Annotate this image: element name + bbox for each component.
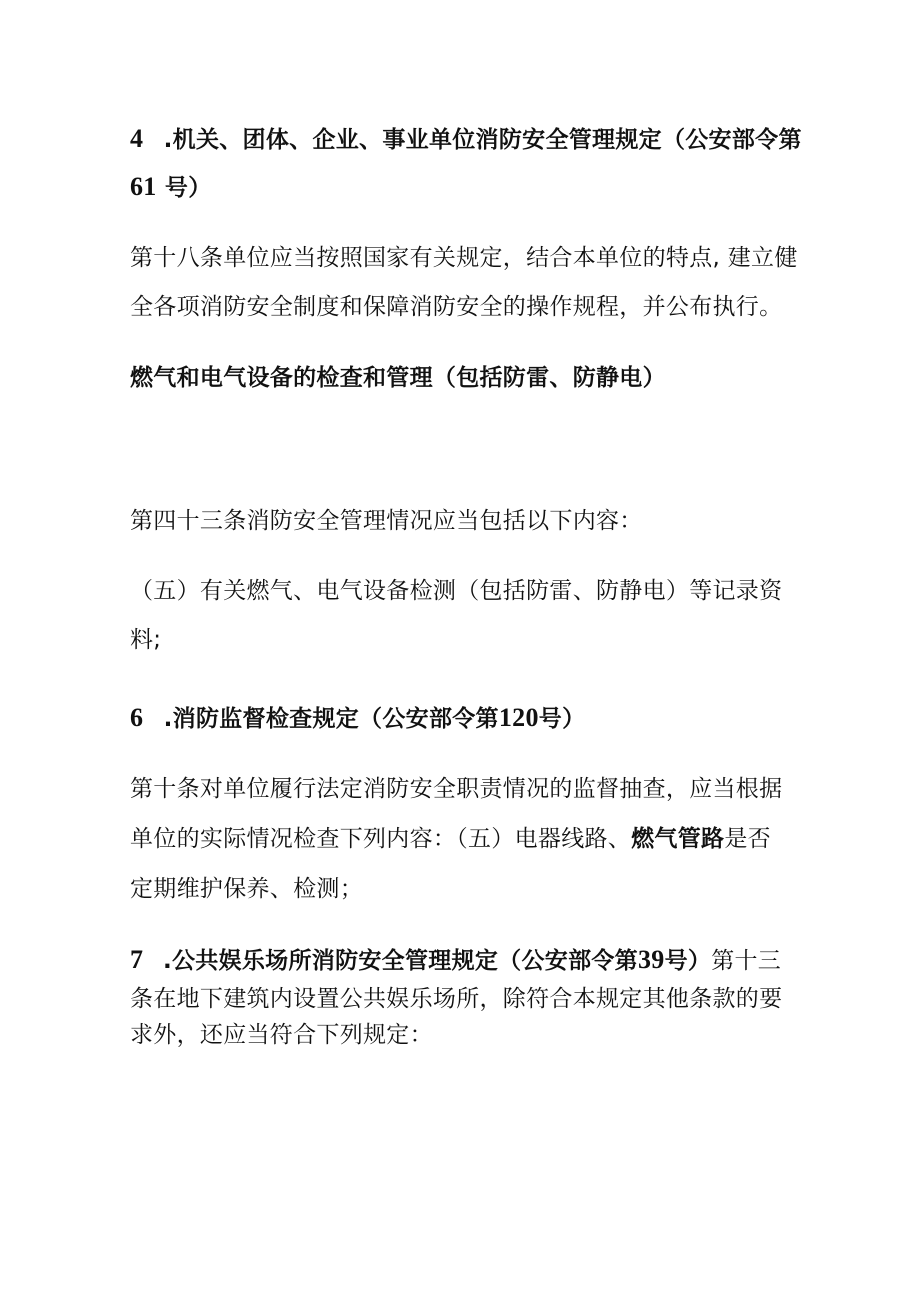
article-43-item5-line2: 料; [130, 627, 162, 653]
section-7-title-post: 号） [664, 948, 712, 974]
section-6-title-post: 号） [538, 706, 586, 732]
article-18-line1: 第十八条单位应当按照国家有关规定，结合本单位的特点, 建立健 [130, 245, 798, 271]
article-10-line2-post: 是否 [724, 826, 771, 852]
section-7-number: 7 [130, 945, 144, 974]
article-10-line2-pre: 单位的实际情况检查下列内容：（五）电器线路、 [130, 826, 632, 852]
section-7-order-number: 39 [637, 945, 665, 974]
section-7-line3: 求外，还应当符合下列规定： [130, 1022, 433, 1048]
article-10-line3: 定期维护保养、检测； [130, 876, 363, 902]
article-10-line1: 第十条对单位履行法定消防安全职责情况的监督抽查，应当根据 [130, 776, 783, 802]
article-43-item5-line1: （五）有关燃气、电气设备检测（包括防雷、防静电）等记录资 [130, 578, 783, 604]
article-18-line2: 全各项消防安全制度和保障消防安全的操作规程，并公布执行。 [130, 294, 783, 320]
section-7-article-13-start: 第十三 [711, 948, 782, 974]
section-7-title-pre: .公共娱乐场所消防安全管理规定（公安部令第 [162, 948, 638, 974]
section-6-heading [130, 703, 585, 734]
section-4-heading-line2 [130, 172, 212, 203]
section-4-title: .机关、团体、企业、事业单位消防安全管理规定（公安部令第 [163, 127, 802, 153]
section-4-heading-line1 [130, 124, 802, 155]
gas-pipeline-emphasis: 燃气管路 [631, 826, 725, 852]
article-10-line2 [130, 824, 771, 854]
article-43-line1: 第四十三条消防安全管理情况应当包括以下内容： [130, 508, 643, 534]
section-6-title-pre: .消防监督检查规定（公安部令第 [163, 706, 499, 732]
section-6-order-number: 120 [498, 703, 539, 732]
section-4-title-end: 号） [164, 175, 212, 201]
gas-electric-subheading: 燃气和电气设备的检查和管理（包括防雷、防静电） [130, 365, 666, 391]
section-6-number: 6 [130, 703, 144, 732]
section-7-heading-line1 [130, 945, 781, 976]
section-7-line2: 条在地下建筑内设置公共娱乐场所，除符合本规定其他条款的要 [130, 986, 783, 1012]
section-4-number: 4 [130, 124, 144, 153]
section-4-order-number: 61 [130, 172, 157, 201]
